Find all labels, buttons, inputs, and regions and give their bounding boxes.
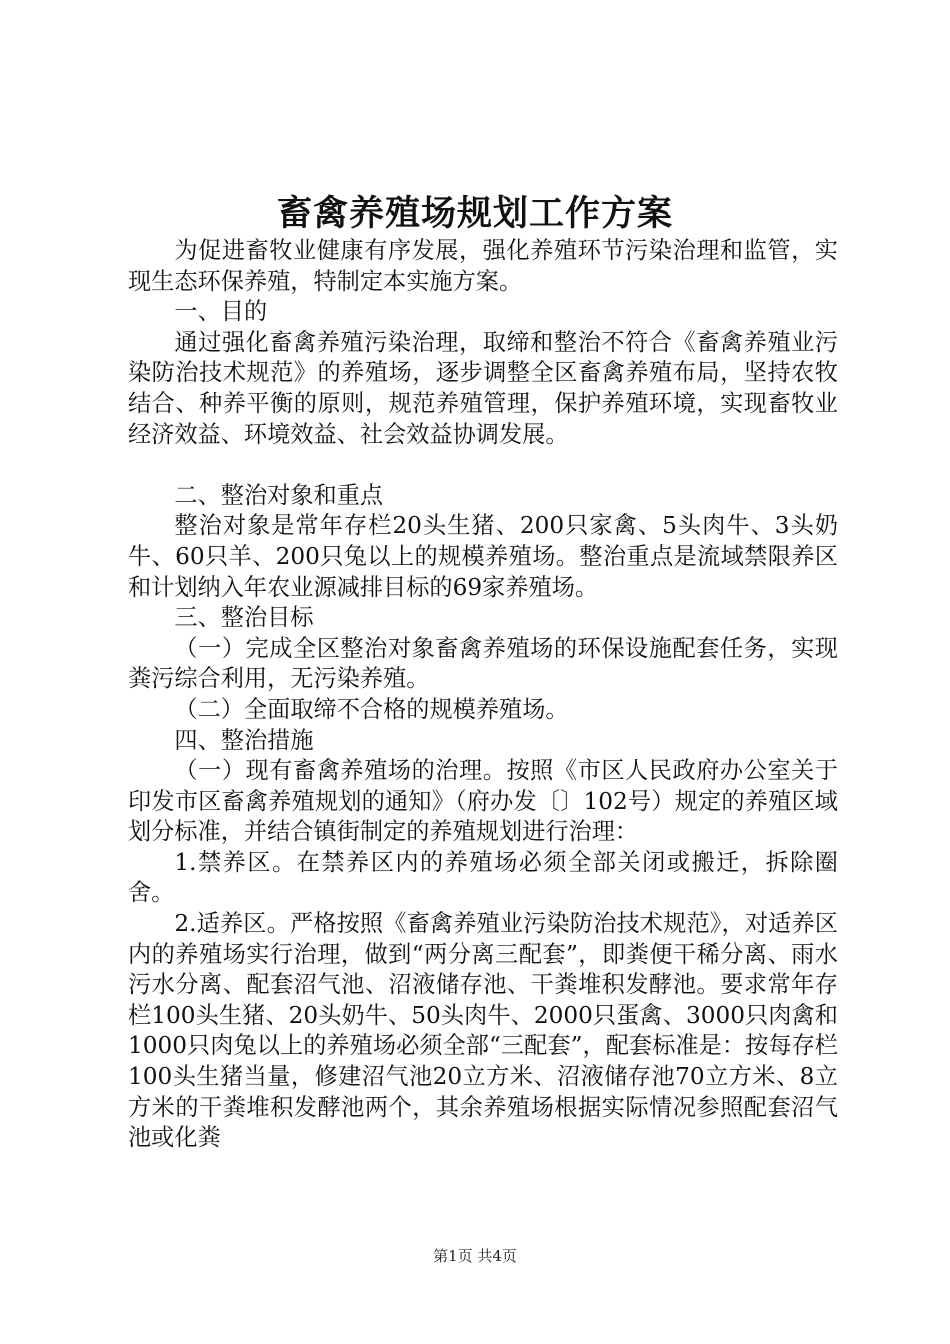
paragraph-forbidden-zone: 1.禁养区。在禁养区内的养殖场必须全部关闭或搬迁，拆除圈舍。 <box>128 848 838 907</box>
paragraph-suitable-zone: 2.适养区。严格按照《畜禽养殖业污染防治技术规范》，对适养区内的养殖场实行治理，做到“两分离三配套”，即粪便干稀分离、雨水污水分离、配套沼气池、沼液储存池、干粪堆积发酵池。要求常年存栏100头生猪、20头奶牛、50头肉牛、2000只蛋禽、3000只肉禽和1000只肉兔以上的养殖场必须全部“三配套”，配套标准是：按每存栏100头生猪当量，修建沼气池20立方米、沼液储存池70立方米、8立方米的干粪堆积发酵池两个，其余养殖场根据实际情况参照配套沼气池或化粪 <box>128 910 838 1152</box>
document-title: 畜禽养殖场规划工作方案 <box>276 193 673 234</box>
document-body <box>128 236 838 1154</box>
heading-goals: 三、整治目标 <box>174 604 314 632</box>
heading-purpose: 一、目的 <box>174 298 268 326</box>
paragraph-goal-1: （一）完成全区整治对象畜禽养殖场的环保设施配套任务，实现粪污综合利用，无污染养殖。 <box>128 634 838 693</box>
blank-line <box>128 450 838 481</box>
paragraph-intro: 为促进畜牧业健康有序发展，强化养殖环节污染治理和监管，实现生态环保养殖，特制定本实施方案。 <box>128 237 838 295</box>
heading-measures: 四、整治措施 <box>174 726 314 754</box>
paragraph-targets: 整治对象是常年存栏20头生猪、200只家禽、5头肉牛、3头奶牛、60只羊、200只兔以上的规模养殖场。整治重点是流域禁限养区和计划纳入年农业源减排目标的69家养殖场。 <box>128 512 838 601</box>
paragraph-measure-1: （一）现有畜禽养殖场的治理。按照《市区人民政府办公室关于印发市区畜禽养殖规划的通知》（府办发〔〕102号）规定的养殖区域划分标准，并结合镇街制定的养殖规划进行治理： <box>128 757 838 846</box>
heading-targets: 二、整治对象和重点 <box>174 481 384 509</box>
page-number: 第1页 共4页 <box>433 1247 517 1265</box>
paragraph-goal-2: （二）全面取缔不合格的规模养殖场。 <box>174 695 569 723</box>
paragraph-purpose: 通过强化畜禽养殖污染治理，取缔和整治不符合《畜禽养殖业污染防治技术规范》的养殖场，逐步调整全区畜禽养殖布局，坚持农牧结合、种养平衡的原则，规范养殖管理，保护养殖环境，实现畜牧业经济效益、环境效益、社会效益协调发展。 <box>128 328 838 448</box>
